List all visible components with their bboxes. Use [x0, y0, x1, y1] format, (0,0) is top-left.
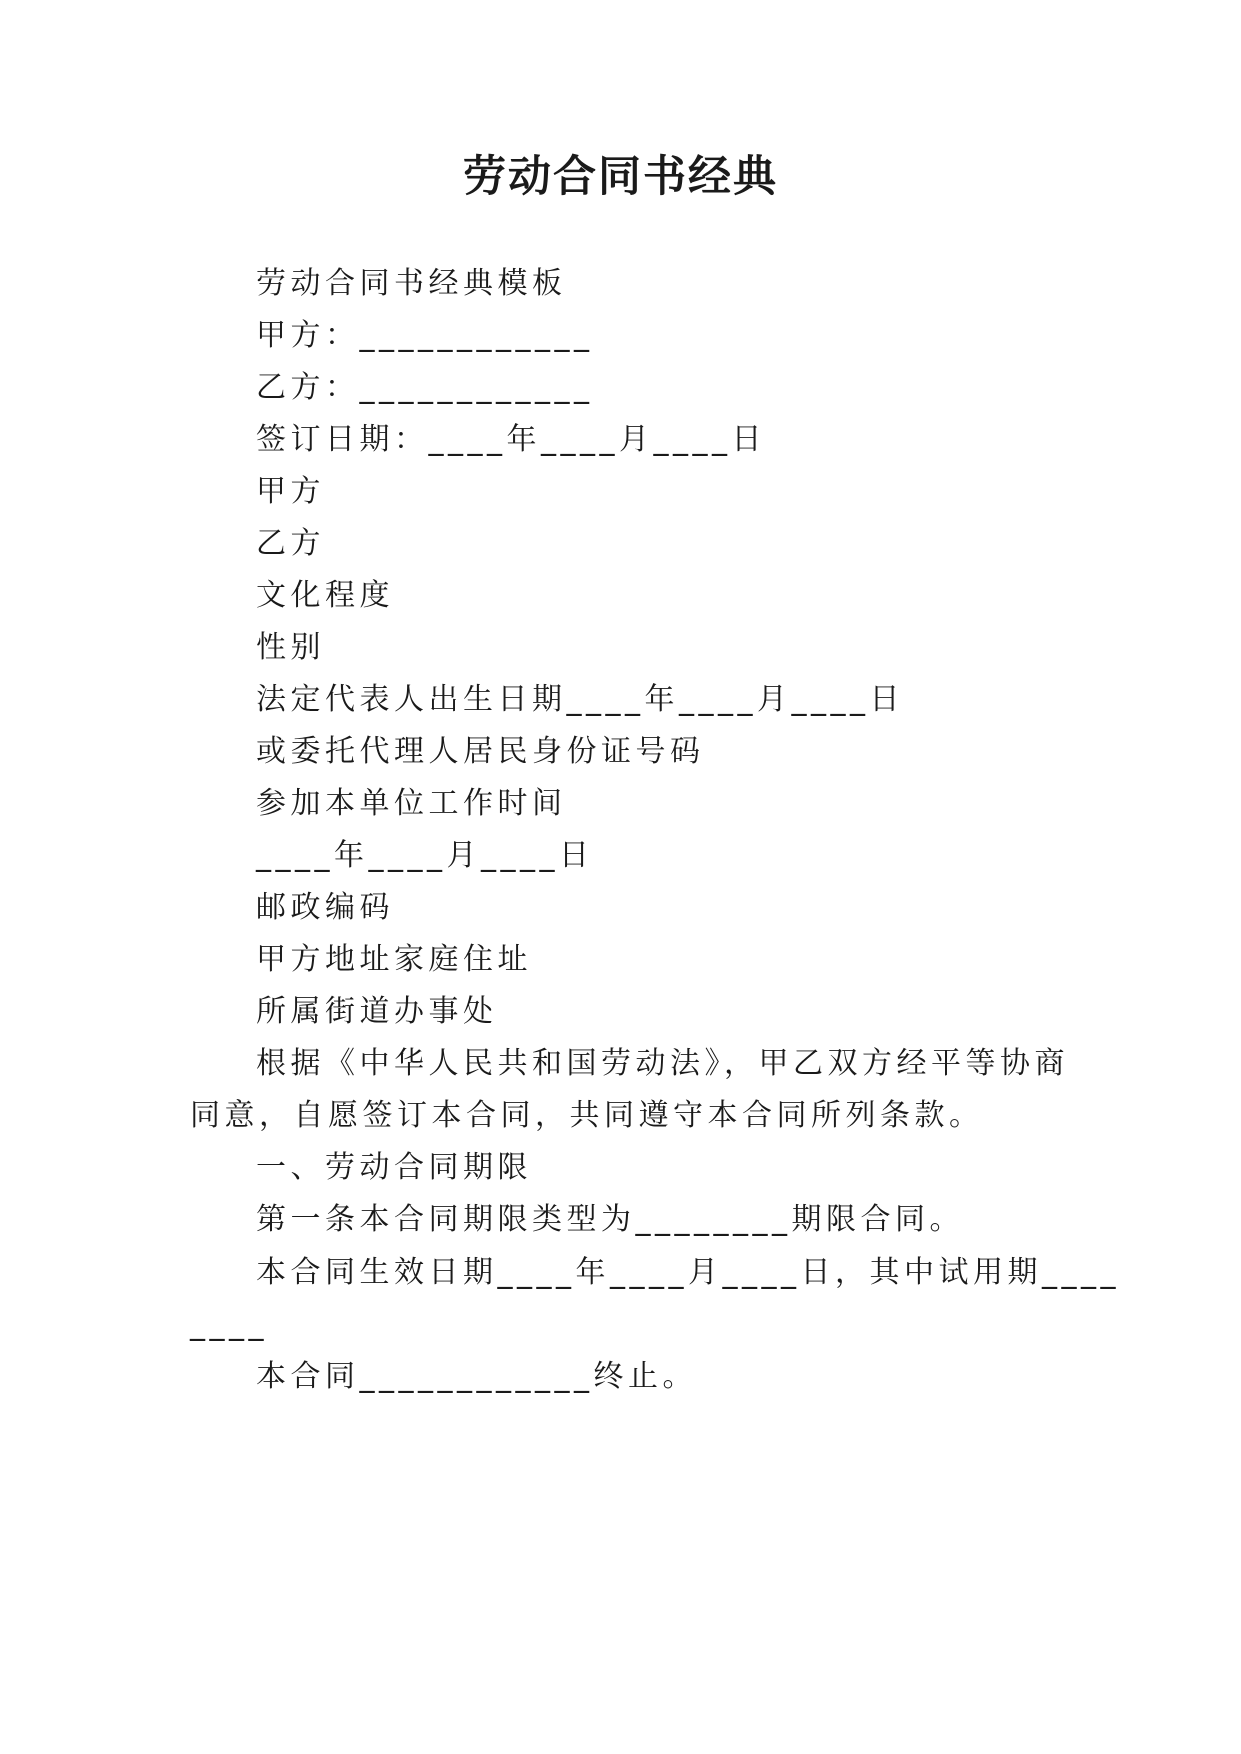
text-line: 乙方	[256, 526, 325, 561]
text-line: 甲方	[256, 474, 325, 509]
text-line: 文化程度	[256, 578, 394, 613]
text-line: 劳动合同书经典模板	[256, 266, 567, 301]
text-line: 或委托代理人居民身份证号码	[256, 734, 705, 769]
text-line: 同意，自愿签订本合同，共同遵守本合同所列条款。	[190, 1098, 984, 1133]
text-line: 本合同____________终止。	[256, 1359, 697, 1394]
text-line: 所属街道办事处	[256, 994, 498, 1029]
text-line: 甲方：____________	[256, 318, 594, 353]
text-line: 参加本单位工作时间	[256, 786, 567, 821]
text-line: 性别	[256, 630, 325, 665]
text-line: 根据《中华人民共和国劳动法》，甲乙双方经平等协商	[256, 1046, 1069, 1081]
text-line: 邮政编码	[256, 890, 394, 925]
text-line: 法定代表人出生日期____年____月____日	[256, 682, 904, 717]
text-line: 本合同生效日期____年____月____日，其中试用期____	[256, 1255, 1120, 1290]
text-line: 乙方：____________	[256, 370, 594, 405]
text-line: 第一条本合同期限类型为________期限合同。	[256, 1202, 964, 1237]
section-heading: 一、劳动合同期限	[256, 1150, 532, 1185]
text-line: 签订日期：____年____月____日	[256, 422, 766, 457]
text-line: ____	[190, 1307, 268, 1342]
text-line: ____年____月____日	[256, 838, 594, 873]
document-title: 劳动合同书经典	[463, 152, 778, 202]
text-line: 甲方地址家庭住址	[256, 942, 532, 977]
